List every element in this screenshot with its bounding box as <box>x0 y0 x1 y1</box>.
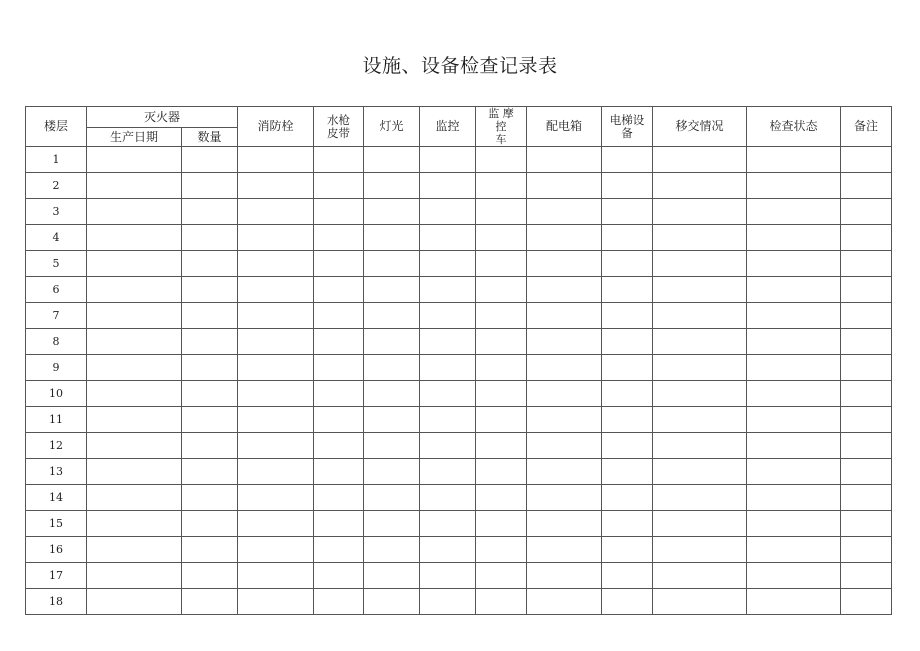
table-cell[interactable] <box>602 329 653 355</box>
table-row <box>26 173 892 199</box>
table-cell[interactable] <box>602 303 653 329</box>
table-cell[interactable] <box>182 511 238 537</box>
table-cell[interactable] <box>602 173 653 199</box>
table-cell[interactable] <box>238 459 314 485</box>
table-cell[interactable] <box>314 355 364 381</box>
table-cell[interactable] <box>841 563 892 589</box>
table-cell[interactable] <box>182 303 238 329</box>
table-cell[interactable] <box>87 147 182 173</box>
table-cell[interactable] <box>527 511 602 537</box>
table-cell[interactable] <box>182 173 238 199</box>
table-cell[interactable] <box>747 173 841 199</box>
table-cell[interactable] <box>653 173 747 199</box>
table-cell[interactable] <box>476 537 527 563</box>
table-cell[interactable] <box>87 355 182 381</box>
table-cell[interactable] <box>476 277 527 303</box>
floor-number: 11 <box>26 407 87 433</box>
table-cell[interactable] <box>653 381 747 407</box>
table-cell[interactable] <box>314 277 364 303</box>
table-cell[interactable] <box>841 199 892 225</box>
table-cell[interactable] <box>527 303 602 329</box>
table-cell[interactable] <box>364 173 420 199</box>
table-cell[interactable] <box>476 407 527 433</box>
table-cell[interactable] <box>602 563 653 589</box>
table-cell[interactable] <box>314 225 364 251</box>
floor-number: 13 <box>26 459 87 485</box>
table-cell[interactable] <box>747 199 841 225</box>
table-cell[interactable] <box>841 511 892 537</box>
floor-number: 4 <box>26 225 87 251</box>
table-cell[interactable] <box>238 303 314 329</box>
header-distribution-box: 配电箱 <box>527 107 602 147</box>
floor-number: 17 <box>26 563 87 589</box>
floor-number: 16 <box>26 537 87 563</box>
table-cell[interactable] <box>314 589 364 615</box>
table-cell[interactable] <box>476 433 527 459</box>
table-cell[interactable] <box>182 563 238 589</box>
header-remarks: 备注 <box>841 107 892 147</box>
table-row <box>26 485 892 511</box>
header-handover: 移交情况 <box>653 107 747 147</box>
table-cell[interactable] <box>653 355 747 381</box>
floor-number: 18 <box>26 589 87 615</box>
table-cell[interactable] <box>527 173 602 199</box>
table-cell[interactable] <box>747 277 841 303</box>
floor-number: 7 <box>26 303 87 329</box>
table-cell[interactable] <box>87 303 182 329</box>
header-motorcycle-monitoring <box>476 107 527 147</box>
table-cell[interactable] <box>364 381 420 407</box>
floor-number: 2 <box>26 173 87 199</box>
table-row <box>26 459 892 485</box>
table-cell[interactable] <box>87 433 182 459</box>
table-cell[interactable] <box>238 251 314 277</box>
table-cell[interactable] <box>527 459 602 485</box>
table-cell[interactable] <box>87 563 182 589</box>
table-cell[interactable] <box>527 251 602 277</box>
table-row <box>26 537 892 563</box>
header-elevator-line1: 电梯设 <box>609 112 645 127</box>
table-cell[interactable] <box>182 459 238 485</box>
header-production-date: 生产日期 <box>87 128 182 147</box>
table-row <box>26 277 892 303</box>
table-cell[interactable] <box>527 407 602 433</box>
table-cell[interactable] <box>182 485 238 511</box>
table-cell[interactable] <box>653 277 747 303</box>
header-motorcycle-line3: 车 <box>495 133 507 146</box>
table-cell[interactable] <box>238 381 314 407</box>
table-cell[interactable] <box>364 563 420 589</box>
table-cell[interactable] <box>238 355 314 381</box>
table-cell[interactable] <box>314 433 364 459</box>
table-cell[interactable] <box>841 225 892 251</box>
table-cell[interactable] <box>364 511 420 537</box>
table-cell[interactable] <box>841 459 892 485</box>
table-cell[interactable] <box>87 251 182 277</box>
table-row <box>26 433 892 459</box>
table-cell[interactable] <box>420 381 476 407</box>
table-row <box>26 251 892 277</box>
table-cell[interactable] <box>476 225 527 251</box>
table-cell[interactable] <box>527 199 602 225</box>
table-cell[interactable] <box>653 147 747 173</box>
table-cell[interactable] <box>364 277 420 303</box>
table-cell[interactable] <box>182 537 238 563</box>
inspection-table <box>25 106 892 615</box>
table-cell[interactable] <box>527 277 602 303</box>
table-body <box>26 147 892 615</box>
table-cell[interactable] <box>364 251 420 277</box>
table-cell[interactable] <box>364 589 420 615</box>
header-elevator <box>602 107 653 147</box>
table-cell[interactable] <box>527 225 602 251</box>
table-cell[interactable] <box>841 147 892 173</box>
header-elevator-line2: 备 <box>621 125 633 140</box>
table-cell[interactable] <box>314 563 364 589</box>
table-cell[interactable] <box>238 433 314 459</box>
table-cell[interactable] <box>238 511 314 537</box>
table-row <box>26 407 892 433</box>
floor-number: 15 <box>26 511 87 537</box>
table-cell[interactable] <box>841 537 892 563</box>
table-cell[interactable] <box>364 329 420 355</box>
table-row <box>26 225 892 251</box>
table-cell[interactable] <box>314 459 364 485</box>
table-cell[interactable] <box>182 277 238 303</box>
table-cell[interactable] <box>420 303 476 329</box>
table-cell[interactable] <box>602 407 653 433</box>
table-cell[interactable] <box>602 199 653 225</box>
floor-number: 6 <box>26 277 87 303</box>
table-row <box>26 303 892 329</box>
floor-number: 8 <box>26 329 87 355</box>
header-extinguisher: 灭火器 <box>87 107 238 128</box>
table-cell[interactable] <box>364 433 420 459</box>
table-cell[interactable] <box>364 199 420 225</box>
table-cell[interactable] <box>420 485 476 511</box>
table-cell[interactable] <box>420 251 476 277</box>
table-cell[interactable] <box>420 355 476 381</box>
table-cell[interactable] <box>182 381 238 407</box>
table-cell[interactable] <box>238 173 314 199</box>
table-cell[interactable] <box>476 303 527 329</box>
table-cell[interactable] <box>238 485 314 511</box>
table-cell[interactable] <box>841 355 892 381</box>
table-cell[interactable] <box>314 381 364 407</box>
table-cell[interactable] <box>476 459 527 485</box>
table-cell[interactable] <box>476 381 527 407</box>
table-cell[interactable] <box>602 511 653 537</box>
table-cell[interactable] <box>841 433 892 459</box>
table-cell[interactable] <box>182 589 238 615</box>
table-cell[interactable] <box>747 589 841 615</box>
table-cell[interactable] <box>527 147 602 173</box>
header-hydrant: 消防栓 <box>238 107 314 147</box>
header-hose-line2: 皮带 <box>327 125 351 140</box>
table-cell[interactable] <box>476 355 527 381</box>
table-cell[interactable] <box>238 407 314 433</box>
table-cell[interactable] <box>527 433 602 459</box>
table-cell[interactable] <box>364 459 420 485</box>
table-cell[interactable] <box>527 381 602 407</box>
table-cell[interactable] <box>747 433 841 459</box>
table-cell[interactable] <box>420 329 476 355</box>
header-motorcycle-line1: 监 摩 <box>488 107 514 120</box>
table-cell[interactable] <box>87 225 182 251</box>
table-cell[interactable] <box>747 381 841 407</box>
table-cell[interactable] <box>182 329 238 355</box>
table-cell[interactable] <box>602 355 653 381</box>
table-cell[interactable] <box>314 251 364 277</box>
header-row <box>26 107 892 128</box>
table-cell[interactable] <box>420 407 476 433</box>
header-motorcycle-line2: 控 <box>495 120 507 133</box>
header-hose-line1: 水枪 <box>327 112 351 127</box>
table-cell[interactable] <box>653 563 747 589</box>
table-cell[interactable] <box>653 485 747 511</box>
table-row <box>26 563 892 589</box>
table-cell[interactable] <box>182 147 238 173</box>
table-cell[interactable] <box>420 147 476 173</box>
table-cell[interactable] <box>602 433 653 459</box>
table-cell[interactable] <box>653 199 747 225</box>
table-cell[interactable] <box>747 329 841 355</box>
table-row <box>26 355 892 381</box>
table-cell[interactable] <box>314 537 364 563</box>
table-cell[interactable] <box>653 433 747 459</box>
page-title: 设施、设备检查记录表 <box>362 55 558 77</box>
table-cell[interactable] <box>476 147 527 173</box>
table-cell[interactable] <box>420 537 476 563</box>
table-cell[interactable] <box>653 589 747 615</box>
table-cell[interactable] <box>314 199 364 225</box>
table-cell[interactable] <box>841 329 892 355</box>
table-cell[interactable] <box>476 511 527 537</box>
table-cell[interactable] <box>87 199 182 225</box>
floor-number: 3 <box>26 199 87 225</box>
table-cell[interactable] <box>420 225 476 251</box>
table-cell[interactable] <box>476 329 527 355</box>
table-cell[interactable] <box>527 329 602 355</box>
table-cell[interactable] <box>238 329 314 355</box>
table-cell[interactable] <box>747 355 841 381</box>
table-cell[interactable] <box>747 303 841 329</box>
table-cell[interactable] <box>527 563 602 589</box>
table-cell[interactable] <box>747 407 841 433</box>
table-cell[interactable] <box>182 433 238 459</box>
table-cell[interactable] <box>527 485 602 511</box>
table-cell[interactable] <box>527 589 602 615</box>
table-cell[interactable] <box>747 459 841 485</box>
table-cell[interactable] <box>476 173 527 199</box>
table-cell[interactable] <box>87 329 182 355</box>
table-cell[interactable] <box>314 303 364 329</box>
table-cell[interactable] <box>238 563 314 589</box>
table-cell[interactable] <box>314 485 364 511</box>
table-cell[interactable] <box>653 407 747 433</box>
table-cell[interactable] <box>841 407 892 433</box>
table-cell[interactable] <box>653 459 747 485</box>
table-cell[interactable] <box>653 225 747 251</box>
table-cell[interactable] <box>841 381 892 407</box>
table-cell[interactable] <box>841 485 892 511</box>
table-cell[interactable] <box>747 485 841 511</box>
table-cell[interactable] <box>87 511 182 537</box>
table-cell[interactable] <box>476 251 527 277</box>
table-cell[interactable] <box>238 537 314 563</box>
table-cell[interactable] <box>182 407 238 433</box>
table-cell[interactable] <box>602 485 653 511</box>
table-cell[interactable] <box>182 251 238 277</box>
table-cell[interactable] <box>238 225 314 251</box>
table-cell[interactable] <box>602 225 653 251</box>
table-cell[interactable] <box>653 329 747 355</box>
header-quantity: 数量 <box>182 128 238 147</box>
table-cell[interactable] <box>653 537 747 563</box>
table-cell[interactable] <box>314 329 364 355</box>
table-cell[interactable] <box>314 407 364 433</box>
table-cell[interactable] <box>420 589 476 615</box>
table-cell[interactable] <box>841 303 892 329</box>
table-cell[interactable] <box>747 147 841 173</box>
table-cell[interactable] <box>238 199 314 225</box>
table-cell[interactable] <box>364 355 420 381</box>
table-cell[interactable] <box>747 511 841 537</box>
floor-number: 14 <box>26 485 87 511</box>
table-cell[interactable] <box>527 537 602 563</box>
table-cell[interactable] <box>364 537 420 563</box>
header-floor: 楼层 <box>26 107 87 147</box>
table-cell[interactable] <box>87 537 182 563</box>
table-cell[interactable] <box>238 147 314 173</box>
table-cell[interactable] <box>602 459 653 485</box>
table-cell[interactable] <box>527 355 602 381</box>
table-row <box>26 329 892 355</box>
table-cell[interactable] <box>602 277 653 303</box>
table-cell[interactable] <box>238 277 314 303</box>
table-cell[interactable] <box>747 251 841 277</box>
table-cell[interactable] <box>87 173 182 199</box>
table-cell[interactable] <box>420 563 476 589</box>
table-cell[interactable] <box>364 303 420 329</box>
floor-number: 1 <box>26 147 87 173</box>
floor-number: 12 <box>26 433 87 459</box>
table-cell[interactable] <box>602 589 653 615</box>
table-cell[interactable] <box>653 251 747 277</box>
table-cell[interactable] <box>87 277 182 303</box>
table-row <box>26 147 892 173</box>
table-cell[interactable] <box>87 381 182 407</box>
table-cell[interactable] <box>87 459 182 485</box>
header-monitoring: 监控 <box>420 107 476 147</box>
table-cell[interactable] <box>420 511 476 537</box>
table-cell[interactable] <box>747 563 841 589</box>
table-cell[interactable] <box>476 199 527 225</box>
table-cell[interactable] <box>182 225 238 251</box>
table-cell[interactable] <box>420 173 476 199</box>
table-cell[interactable] <box>420 199 476 225</box>
table-cell[interactable] <box>841 277 892 303</box>
table-cell[interactable] <box>602 147 653 173</box>
table-cell[interactable] <box>182 355 238 381</box>
table-cell[interactable] <box>182 199 238 225</box>
header-hose <box>314 107 364 147</box>
table-cell[interactable] <box>314 173 364 199</box>
floor-number: 5 <box>26 251 87 277</box>
table-row <box>26 381 892 407</box>
table-cell[interactable] <box>364 225 420 251</box>
table-cell[interactable] <box>602 251 653 277</box>
table-cell[interactable] <box>602 381 653 407</box>
table-cell[interactable] <box>747 537 841 563</box>
table-cell[interactable] <box>476 563 527 589</box>
table-row <box>26 589 892 615</box>
table-cell[interactable] <box>653 303 747 329</box>
table-cell[interactable] <box>364 485 420 511</box>
table-cell[interactable] <box>653 511 747 537</box>
table-cell[interactable] <box>364 407 420 433</box>
table-cell[interactable] <box>314 147 364 173</box>
table-cell[interactable] <box>841 251 892 277</box>
header-lights: 灯光 <box>364 107 420 147</box>
table-row <box>26 511 892 537</box>
table-cell[interactable] <box>87 589 182 615</box>
table-cell[interactable] <box>420 433 476 459</box>
table-cell[interactable] <box>602 537 653 563</box>
table-cell[interactable] <box>841 589 892 615</box>
table-cell[interactable] <box>420 459 476 485</box>
table-cell[interactable] <box>747 225 841 251</box>
table-cell[interactable] <box>476 485 527 511</box>
table-cell[interactable] <box>87 407 182 433</box>
table-cell[interactable] <box>476 589 527 615</box>
floor-number: 10 <box>26 381 87 407</box>
table-cell[interactable] <box>87 485 182 511</box>
table-cell[interactable] <box>841 173 892 199</box>
table-cell[interactable] <box>238 589 314 615</box>
table-row <box>26 199 892 225</box>
header-inspection-status: 检查状态 <box>747 107 841 147</box>
table-cell[interactable] <box>364 147 420 173</box>
table-cell[interactable] <box>314 511 364 537</box>
table-cell[interactable] <box>420 277 476 303</box>
floor-number: 9 <box>26 355 87 381</box>
